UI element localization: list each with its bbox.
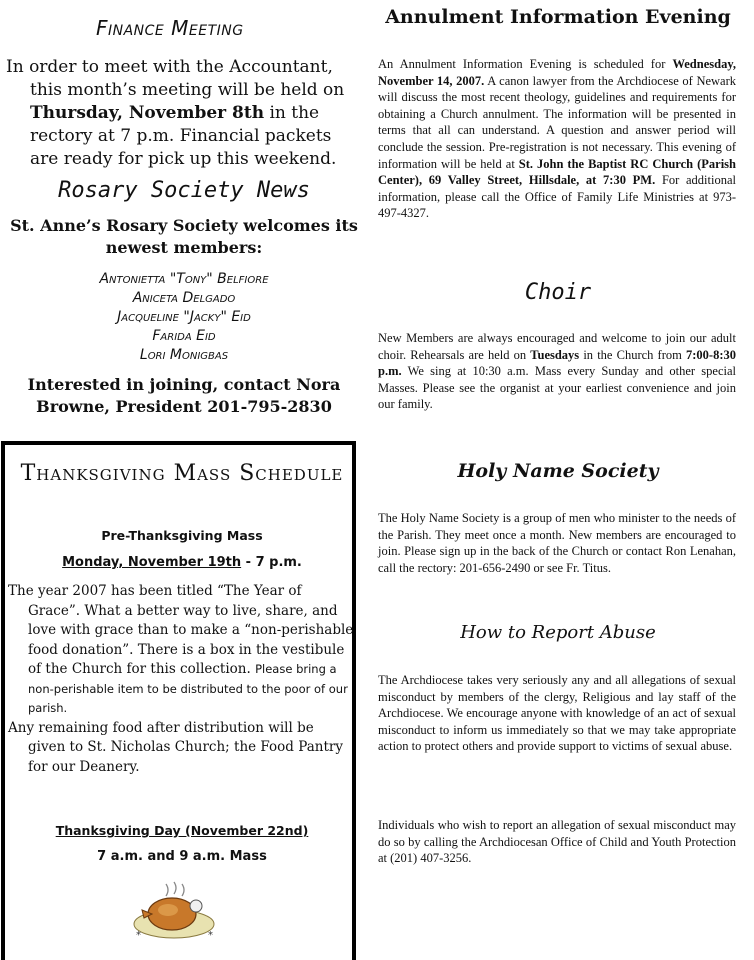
abuse-title: How to Report Abuse	[460, 622, 656, 643]
thanksgiving-para-1	[8, 582, 354, 719]
annulment-text-2: A canon lawyer from the Archdiocese of Newark will discuss the most recent theology, guidelines and requirements for obtaining a Church annulment. The information will be presented in terms that all can understand. A question and answer period will conclude the session. Pre-registration is not necessary. This evening of information will be held at	[378, 73, 737, 171]
finance-body	[6, 56, 362, 171]
annulment-text-1: An Annulment Information Evening is scheduled for	[378, 57, 673, 71]
finance-body-date: Thursday, November 8th	[30, 103, 265, 123]
member-name: Jacqueline "Jacky" Eid	[117, 309, 251, 325]
rosary-title: Rosary Society News	[58, 178, 310, 203]
svg-text:*: *	[136, 930, 141, 941]
abuse-body-1: The Archdiocese takes very seriously any and all allegations of sexual misconduct by members of the clergy, Religious and lay staff of the Archdiocese. We encourage anyone with knowledge of an act of sexual misconduct to inform us immediately so that we may take appropriate action to protect others and provide support to victims of sexual abuse.	[378, 673, 736, 754]
thanksgiving-day-label: Thanksgiving Day (November 22nd)	[55, 823, 309, 838]
choir-text-3: We sing at 10:30 a.m. Mass every Sunday and other special Masses. Please see the organist at your earliest convenience and join our family.	[378, 364, 736, 412]
thanksgiving-title: Thanksgiving Mass Schedule	[20, 461, 344, 486]
choir-text-1: New Members are always encouraged and welcome to join our adult choir. Rehearsals are held on	[378, 331, 736, 362]
turkey-icon-svg	[128, 880, 220, 944]
choir-title: Choir	[524, 280, 592, 305]
holy-name-title: Holy Name Society	[457, 460, 659, 482]
thanksgiving-para-1-main: The year 2007 has been titled “The Year of Grace”. What a better way to live, share, and love with grace than to make a “non-perishable food donation”. There is a box in the vestibule of the Church for this collection.	[8, 583, 354, 677]
finance-title: Finance Meeting	[96, 16, 244, 40]
rosary-welcome: St. Anne’s Rosary Society welcomes its newest members:	[10, 216, 358, 257]
pre-thanksgiving-date	[10, 555, 354, 570]
member-name: Lori Monigbas	[139, 347, 229, 363]
annulment-title: Annulment Information Evening	[385, 6, 731, 28]
rosary-members-list	[0, 270, 368, 365]
pre-date-text: Monday, November 19th	[62, 555, 242, 570]
finance-body-pre: In order to meet with the Accountant, this month’s meeting will be held on	[6, 57, 345, 100]
annulment-location: St. John the Baptist RC Church (Parish Center), 69 Valley Street, Hillsdale, at 7:30 PM.	[378, 156, 736, 188]
turkey-icon	[128, 880, 220, 944]
annulment-text-3: For additional information, please call the Office of Family Life Ministries at 973-497-4327.	[378, 173, 736, 221]
pre-thanksgiving-label: Pre-Thanksgiving Mass	[101, 528, 263, 543]
member-name: Antonietta "Tony" Belfiore	[99, 271, 269, 287]
finance-body-post: in the rectory at 7 p.m. Financial packets are ready for pick up this weekend.	[30, 103, 337, 169]
abuse-body-2: Individuals who wish to report an allegation of sexual misconduct may do so by calling the Archdiocesan Office of Child and Youth Protection at (201) 407-3256.	[378, 818, 736, 866]
rosary-join: Interested in joining, contact Nora Browne, President 201-795-2830	[27, 375, 341, 416]
member-name: Aniceta Delgado	[132, 290, 236, 306]
thanksgiving-para-2: Any remaining food after distribution will be given to St. Nicholas Church; the Food Pantry for our Deanery.	[8, 719, 343, 775]
pre-time-text: - 7 p.m.	[241, 555, 302, 570]
svg-text:*: *	[208, 930, 213, 941]
annulment-body	[378, 56, 736, 222]
thanksgiving-body	[8, 582, 354, 777]
choir-text-2: in the Church from	[579, 347, 687, 362]
choir-time: 7:00-8:30 p.m.	[378, 347, 737, 379]
thanksgiving-day-mass: 7 a.m. and 9 a.m. Mass	[97, 849, 267, 864]
annulment-date: Wednesday, November 14, 2007.	[378, 57, 736, 88]
choir-day: Tuesdays	[530, 347, 580, 362]
choir-body	[378, 330, 736, 413]
holy-name-body: The Holy Name Society is a group of men who minister to the needs of the Parish. They meet once a month. New members are encouraged to join. Please sign up in the back of the Church or contact Ron Lenahan, call the rectory: 201-656-2490 or see Fr. Titus.	[378, 511, 736, 575]
member-name: Farida Eid	[152, 328, 216, 344]
thanksgiving-para-1-small: Please bring a non-perishable item to be distributed to the poor of our parish.	[28, 662, 348, 715]
